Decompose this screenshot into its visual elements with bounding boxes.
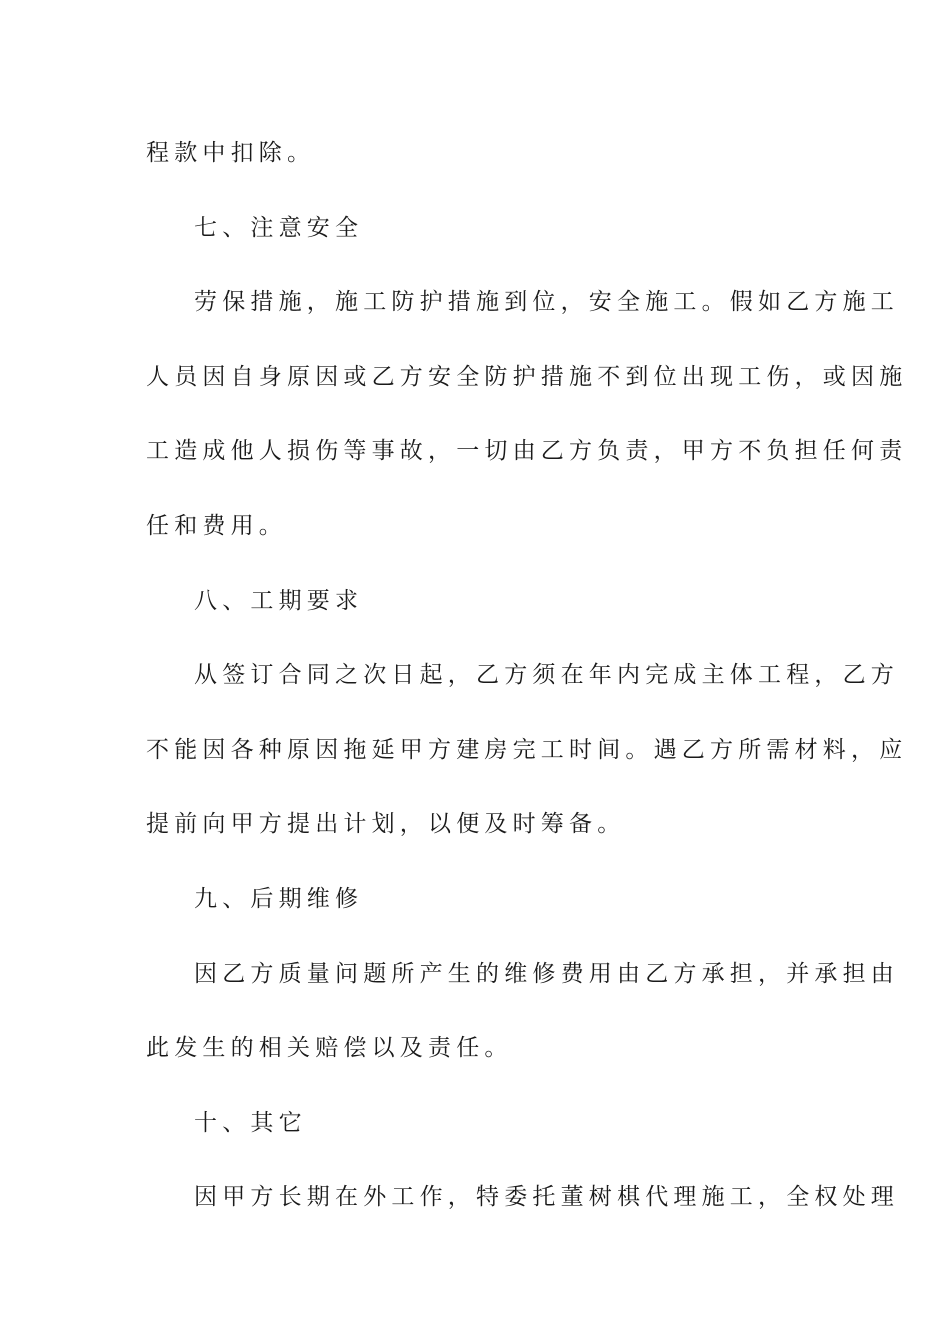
section-heading-other: 十、其它 <box>194 1109 307 1136</box>
paragraph-line: 工造成他人损伤等事故，一切由乙方负责，甲方不负担任何责 <box>146 438 908 465</box>
paragraph-line: 人员因自身原因或乙方安全防护措施不到位出现工伤，或因施 <box>146 363 908 390</box>
paragraph-line: 劳保措施，施工防护措施到位，安全施工。假如乙方施工 <box>194 289 899 316</box>
text-line-continuation: 程款中扣除。 <box>146 140 316 166</box>
paragraph-line: 提前向甲方提出计划，以便及时筹备。 <box>146 811 626 838</box>
paragraph-line: 因乙方质量问题所产生的维修费用由乙方承担，并承担由 <box>194 960 899 987</box>
paragraph-line: 任和费用。 <box>146 512 287 539</box>
paragraph-line: 从签订合同之次日起，乙方须在年内完成主体工程，乙方 <box>194 662 899 689</box>
paragraph-line: 因甲方长期在外工作，特委托董树棋代理施工，全权处理 <box>194 1184 899 1211</box>
section-heading-safety: 七、注意安全 <box>194 214 364 241</box>
section-heading-maintenance: 九、后期维修 <box>194 885 364 912</box>
paragraph-line: 不能因各种原因拖延甲方建房完工时间。遇乙方所需材料，应 <box>146 736 908 763</box>
document-page <box>146 128 908 1247</box>
section-heading-schedule: 八、工期要求 <box>194 587 364 614</box>
paragraph-line: 此发生的相关赔偿以及责任。 <box>146 1035 513 1062</box>
